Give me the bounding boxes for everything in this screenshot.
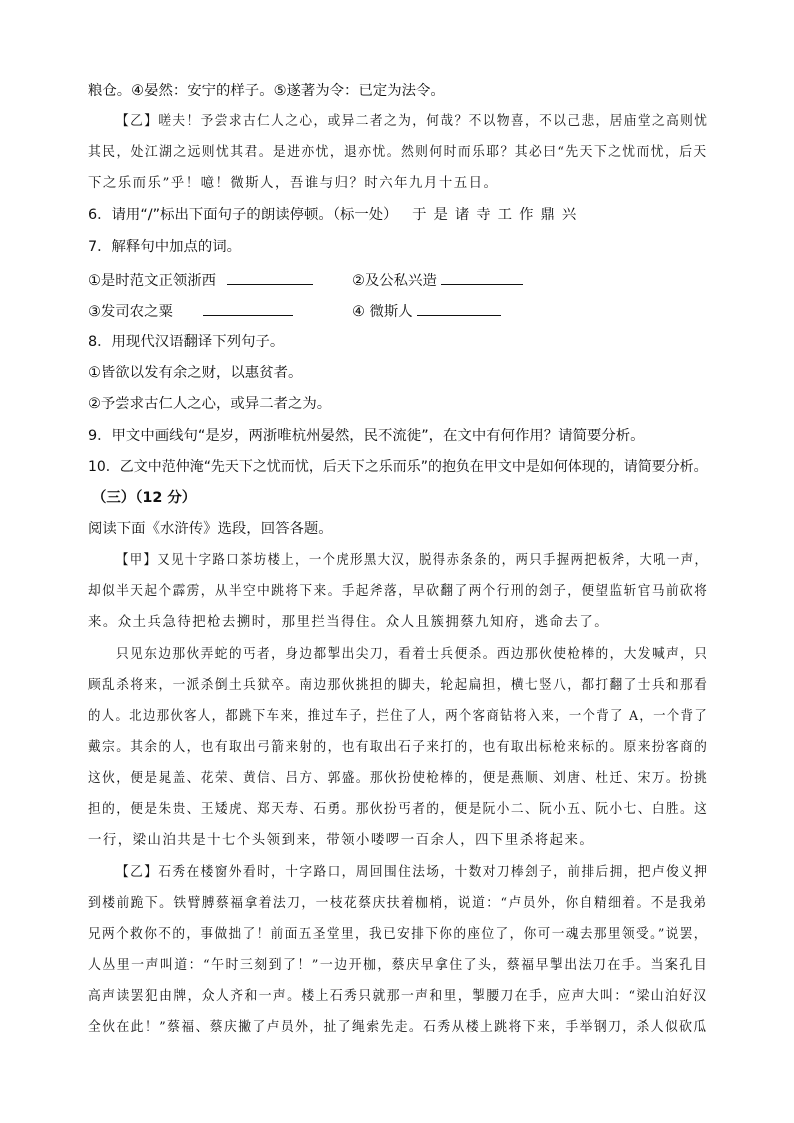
question-7: 7．解释句中加点的词。 <box>88 239 242 255</box>
question-9: 9．甲文中画线句“是岁，两浙唯杭州晏然，民不流徙”，在文中有何作用？请简要分析。 <box>88 428 645 444</box>
yi2-passage-line: 高声读罢犯由牌，众人齐和一声。楼上石秀只就那一声和里，掣腰刀在手，应声大叫：“梁山泊好汉 <box>88 989 708 1004</box>
question-7-item <box>88 301 293 321</box>
question-10: 10．乙文中范仲淹“先天下之忧而忧，后天下之乐而乐”的抱负在甲文中是如何体现的，请简要分析。 <box>88 459 708 475</box>
section-heading: （三）（12 分） <box>92 490 197 506</box>
jia-passage-line: 这伙，便是晁盖、花荣、黄信、吕方、郭盛。那伙扮使枪棒的，便是燕顺、刘唐、杜迁、宋万。扮挑 <box>88 771 709 786</box>
jia-passage-line: 戴宗。其余的人，也有取出弓箭来射的，也有取出石子来打的，也有取出标枪来标的。原来扮客商的 <box>88 740 709 755</box>
answer-blank[interactable] <box>227 270 313 285</box>
jia-passage-line: 的人。北边那伙客人，都跳下车来，推过车子，拦住了人，两个客商钻将入来，一个背了 A，一个背了 <box>88 709 709 724</box>
answer-blank[interactable] <box>203 301 293 316</box>
yi-passage-line: 其民，处江湖之远则忧其君。是进亦忧，退亦忧。然则何时而乐耶？其必曰“先天下之忧而忧，后天 <box>88 145 708 160</box>
question-8-item: ①皆欲以发有余之财，以惠贫者。 <box>88 365 303 381</box>
question-8: 8．用现代汉语翻译下列句子。 <box>88 334 285 350</box>
question-7-item <box>88 270 313 290</box>
jia-passage-line: 顾乱杀将来，一派杀倒土兵狱卒。南边那伙挑担的脚夫，轮起扁担，横七竖八，都打翻了士兵和那看 <box>88 678 709 693</box>
jia-passage-line: 来。众土兵急待把枪去搠时，那里拦当得住。众人且簇拥蔡九知府，逃命去了。 <box>88 615 610 630</box>
yi2-passage-line: 全伙在此！”蔡福、蔡庆撇了卢员外，扯了绳索先走。石秀从楼上跳将下来，手举钢刀，杀人似砍瓜 <box>88 1020 708 1035</box>
question-7-item <box>352 301 501 321</box>
jia-passage-line: 只见东边那伙弄蛇的丐者，身边都掣出尖刀，看着士兵便杀。西边那伙使枪棒的，大发喊声，只 <box>116 647 709 662</box>
section-intro: 阅读下面《水浒传》选段，回答各题。 <box>88 521 333 537</box>
question-6-sentence: 于是诸寺工作鼎兴 <box>412 207 584 223</box>
yi-passage-line: 下之乐而乐”乎！噫！微斯人，吾谁与归？时六年九月十五日。 <box>88 176 499 191</box>
jia-passage-line: 一行，梁山泊共是十七个头领到来，带领小喽啰一百余人，四下里杀将起来。 <box>88 833 595 848</box>
answer-blank[interactable] <box>441 270 523 285</box>
question-7-item-text: ②及公私兴造 <box>352 273 437 289</box>
yi-passage-line: 【乙】嗟夫！予尝求古仁人之心，或异二者之为，何哉？不以物喜，不以己悲，居庙堂之高则忧 <box>116 114 709 129</box>
question-7-item-text: ③发司农之粟 <box>88 304 173 320</box>
question-8-item: ②予尝求古仁人之心，或异二者之为。 <box>88 396 332 412</box>
question-6-text: 6．请用“/”标出下面句子的朗读停顿。（标一处） <box>88 207 398 223</box>
question-7-item-text: ④ 微斯人 <box>352 304 413 320</box>
jia-passage-line: 担的，便是朱贵、王矮虎、郑天寿、石勇。那伙扮丐者的，便是阮小二、阮小五、阮小七、白胜。这 <box>88 802 709 817</box>
footnote-line: 粮仓。④晏然：安宁的样子。⑤遂著为令：已定为法令。 <box>88 83 445 99</box>
jia-passage-line: 却似半天起个霹雳，从半空中跳将下来。手起斧落，早砍翻了两个行刑的刽子，便望监斩官马前砍将 <box>88 584 709 599</box>
question-6 <box>88 206 583 224</box>
answer-blank[interactable] <box>417 301 501 316</box>
jia-passage-line: 【甲】又见十字路口茶坊楼上，一个虎形黑大汉，脱得赤条条的，两只手握两把板斧，大吼一声， <box>116 553 709 568</box>
yi2-passage-line: 【乙】石秀在楼窗外看时，十字路口，周回围住法场，十数对刀棒刽子，前排后拥，把卢俊义押 <box>116 865 709 880</box>
yi2-passage-line: 人丛里一声叫道：“午时三刻到了！”一边开枷，蔡庆早拿住了头，蔡福早掣出法刀在手。当案孔目 <box>88 958 709 973</box>
yi2-passage-line: 到楼前跪下。铁臂膊蔡福拿着法刀，一枝花蔡庆扶着枷梢，说道：“卢员外，你自精细着。不是我弟 <box>88 896 708 911</box>
question-7-item-text: ①是时范文正领浙西 <box>88 273 217 289</box>
question-7-item <box>352 270 523 290</box>
yi2-passage-line: 兄两个救你不的，事做拙了！前面五圣堂里，我已安排下你的座位了，你可一魂去那里领受。”说罢， <box>88 927 708 942</box>
